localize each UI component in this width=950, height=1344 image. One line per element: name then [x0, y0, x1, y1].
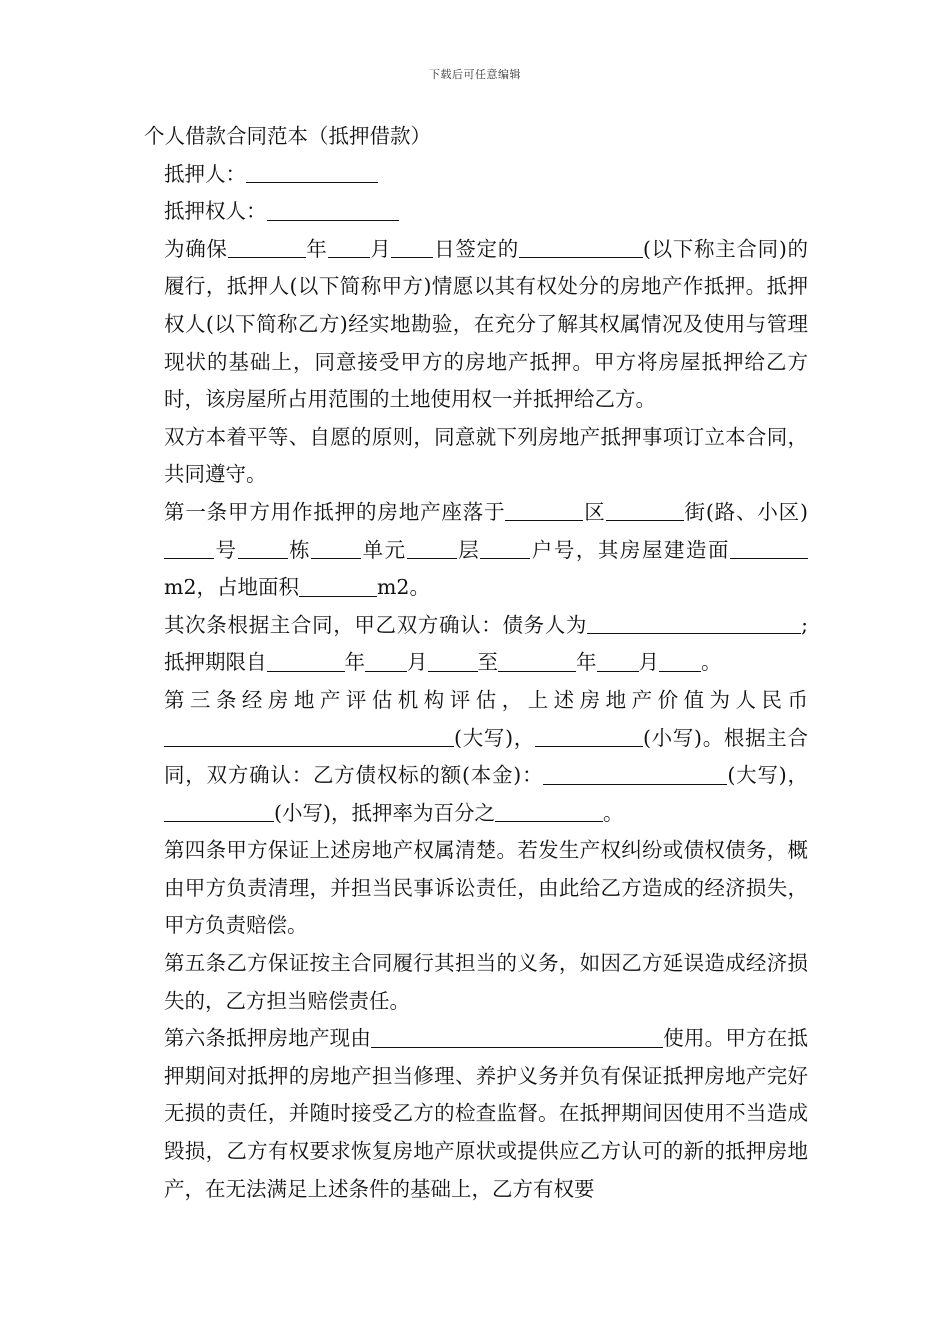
start-day-blank[interactable]	[428, 650, 478, 672]
intro-text: 为确保	[164, 236, 228, 261]
street-label: 街(路、小区)	[683, 499, 809, 524]
date-year-blank[interactable]	[228, 237, 306, 259]
date-day-blank[interactable]	[391, 237, 433, 259]
agreement-paragraph: 双方本着平等、自愿的原则，同意就下列房地产抵押事项订立本合同，共同遵守。	[164, 424, 808, 487]
article-4: 第四条甲方保证上述房地产权属清楚。若发生产权纠纷或债权债务，概由甲方负责清理，并担当民事诉讼责任，由此给乙方造成的经济损失，甲方负责赔偿。	[164, 838, 808, 938]
main-contract-blank[interactable]	[519, 237, 643, 259]
article-6-text-rest: 使用。甲方在抵押期间对抵押的房地产担当修理、养护义务并负有保证抵押房地产完好无损的责任，并随时接受乙方的检查监督。在抵押期间因使用不当造成毁损，乙方有权要求恢复房地产原状或提供应乙方认可的新的抵押房地产，在无法满足上述条件的基础上，乙方有权要	[164, 1026, 809, 1201]
article-3-text: 第三条经房地产评估机构评估，上述房地产价值为人民币	[164, 687, 808, 712]
mortgagor-label: 抵押人：	[164, 161, 246, 186]
value-lower-blank[interactable]	[535, 725, 643, 747]
term-label: ;抵押期限自	[164, 612, 808, 675]
building-blank[interactable]	[238, 537, 288, 559]
number-blank[interactable]	[164, 537, 214, 559]
building-area-blank[interactable]	[730, 537, 808, 559]
article-3-text-2: (小写)。根据主合同，双方确认：乙方债权标的额(本金)：	[164, 725, 809, 788]
start-month-blank[interactable]	[365, 650, 407, 672]
start-month-label: 月	[407, 650, 428, 675]
floor-label: 层	[456, 537, 481, 562]
number-label: 号	[214, 537, 238, 562]
area-text: 户号，其房屋建造面	[530, 537, 731, 562]
principal-upper-label: (大写)，	[727, 763, 809, 788]
district-blank[interactable]	[505, 500, 583, 522]
article-5: 第五条乙方保证按主合同履行其担当的义务，如因乙方延误造成经济损失的，乙方担当赔偿责任。	[164, 951, 808, 1013]
intro-year-label: 年	[305, 236, 328, 261]
article-2-end: 。	[701, 650, 722, 675]
room-blank[interactable]	[480, 537, 530, 559]
article-3-end: 。	[603, 800, 624, 825]
occupant-blank[interactable]	[371, 1026, 663, 1048]
intro-paragraph	[144, 231, 808, 419]
contract-title: 个人借款合同范本（抵押借款）	[144, 124, 431, 148]
end-year-label: 年	[576, 650, 597, 675]
mortgagee-line	[144, 193, 808, 231]
rate-label: (小写)，抵押率为百分之	[274, 800, 495, 825]
intro-month-label: 月	[369, 236, 392, 261]
principal-upper-blank[interactable]	[543, 763, 727, 785]
floor-blank[interactable]	[407, 537, 457, 559]
area-unit: m2。	[376, 575, 430, 600]
land-area-blank[interactable]	[299, 575, 377, 597]
rate-blank[interactable]	[495, 801, 603, 823]
value-upper-label: (大写)，	[454, 725, 535, 750]
article-1	[144, 494, 808, 607]
unit-label: 单元	[361, 537, 407, 562]
intro-text-rest: (以下称主合同)的履行，抵押人(以下简称甲方)情愿以其有权处分的房地产作抵押。抵押权人(以下简称乙方)经实地勘验，在充分了解其权属情况及使用与管理现状的基础上，同意接受甲方的房地产抵押。甲方将房屋抵押给乙方时，该房屋所占用范围的土地使用权一并抵押给乙方。	[164, 236, 809, 412]
intro-day-label: 日签定的	[433, 236, 519, 261]
end-year-blank[interactable]	[498, 650, 576, 672]
end-month-label: 月	[638, 650, 659, 675]
article-2-text: 其次条根据主合同，甲乙双方确认：债务人为	[164, 612, 588, 637]
end-month-blank[interactable]	[597, 650, 639, 672]
principal-lower-blank[interactable]	[164, 801, 274, 823]
contract-body	[144, 118, 808, 1208]
date-month-blank[interactable]	[328, 237, 370, 259]
article-3	[144, 682, 808, 832]
to-label: 至	[477, 650, 498, 675]
mortgagor-blank[interactable]	[246, 162, 378, 184]
article-2	[144, 607, 808, 682]
debtor-blank[interactable]	[587, 613, 801, 635]
land-area-label: m2，占地面积	[164, 575, 299, 600]
mortgagor-line	[144, 156, 808, 194]
street-blank[interactable]	[606, 500, 684, 522]
article-6	[144, 1020, 808, 1208]
mortgagee-blank[interactable]	[267, 199, 399, 221]
unit-blank[interactable]	[311, 537, 361, 559]
article-1-text: 第一条甲方用作抵押的房地产座落于	[164, 499, 506, 524]
start-year-label: 年	[344, 650, 365, 675]
building-label: 栋	[287, 537, 312, 562]
article-6-text: 第六条抵押房地产现由	[164, 1026, 372, 1051]
district-label: 区	[583, 499, 606, 524]
value-upper-blank[interactable]	[164, 725, 454, 747]
start-year-blank[interactable]	[267, 650, 345, 672]
page-header: 下载后可任意编辑	[429, 68, 521, 81]
mortgagee-label: 抵押权人：	[164, 199, 267, 224]
end-day-blank[interactable]	[659, 650, 701, 672]
